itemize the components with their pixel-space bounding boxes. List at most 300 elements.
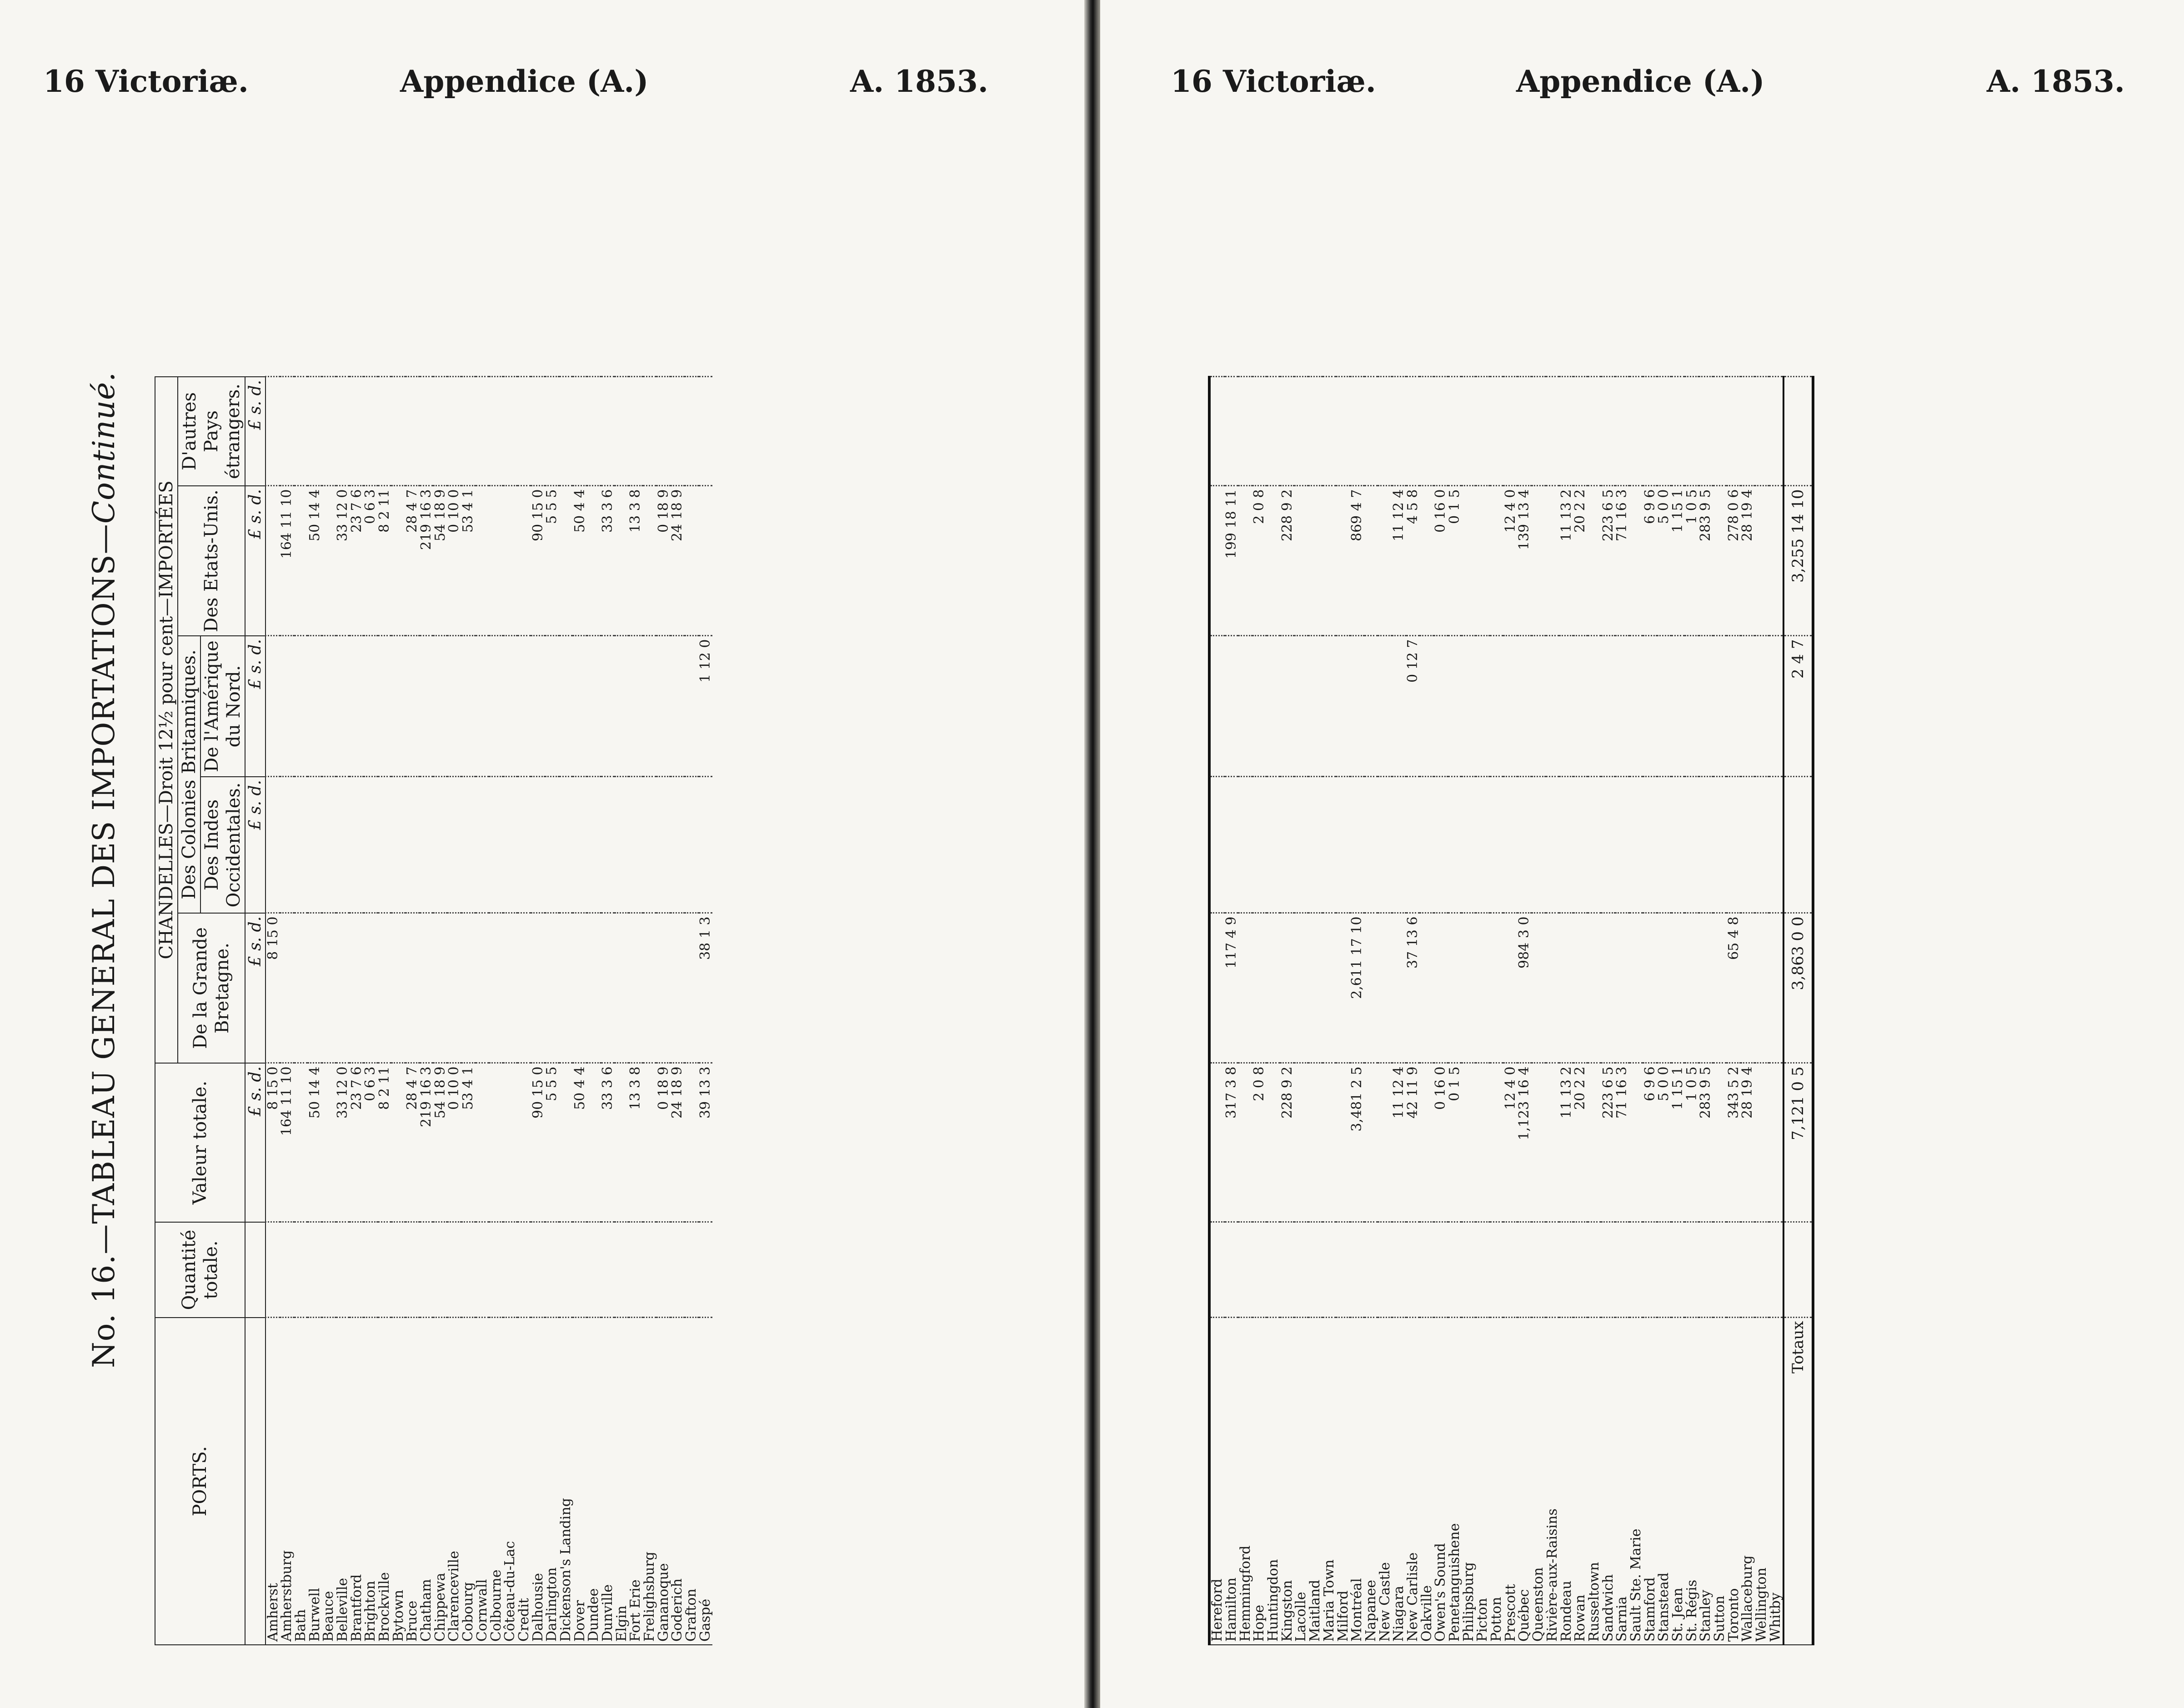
gb-cell: [531, 913, 545, 1063]
other-cell: [1615, 377, 1629, 486]
us-cell: [503, 486, 517, 636]
total-value-cell: 28 19 4: [1741, 1063, 1755, 1222]
other-cell: [1434, 377, 1448, 486]
table-row: [265, 377, 280, 1645]
other-cell: [1322, 377, 1337, 486]
table-row: [1490, 377, 1504, 1645]
quantity-cell: [1727, 1222, 1741, 1318]
na-cell: [1322, 636, 1337, 777]
other-cell: [1308, 377, 1322, 486]
na-cell: [1252, 636, 1267, 777]
quantity-header: Quantité totale.: [155, 1222, 245, 1318]
gb-cell: [629, 913, 643, 1063]
gb-cell: [378, 913, 392, 1063]
table-row: [1601, 377, 1615, 1645]
quantity-cell: [294, 1222, 308, 1318]
table-row: [1713, 377, 1727, 1645]
wi-cell: [1476, 777, 1490, 913]
table-row: [420, 377, 434, 1645]
gb-cell: [1699, 913, 1713, 1063]
na-cell: [1490, 636, 1504, 777]
gb-cell: [1755, 913, 1769, 1063]
wi-cell: [1406, 777, 1420, 913]
wi-cell: [364, 777, 378, 913]
quantity-cell: [1462, 1222, 1476, 1318]
total-value-cell: [1364, 1063, 1378, 1222]
port-name: Sault Ste. Marie: [1629, 1318, 1643, 1645]
gb-cell: [476, 913, 490, 1063]
gb-cell: [336, 913, 350, 1063]
us-cell: [322, 486, 336, 636]
other-cell: [1629, 377, 1643, 486]
gb-cell: [1629, 913, 1643, 1063]
wi-cell: [1615, 777, 1629, 913]
book-gutter: [1084, 0, 1100, 1708]
quantity-cell: [1559, 1222, 1573, 1318]
na-cell: [1308, 636, 1322, 777]
total-value-cell: 90 15 0: [531, 1063, 545, 1222]
wi-cell: [461, 777, 476, 913]
quantity-cell: [503, 1222, 517, 1318]
us-cell: [1629, 486, 1643, 636]
port-name: Napanee: [1364, 1318, 1378, 1645]
na-cell: [1350, 636, 1364, 777]
port-name: Cobourg: [461, 1318, 476, 1645]
port-name: Maria Town: [1322, 1318, 1337, 1645]
wi-cell: [629, 777, 643, 913]
other-cell: [1490, 377, 1504, 486]
us-cell: [489, 486, 503, 636]
total-value-cell: 11 12 4: [1392, 1063, 1406, 1222]
na-cell: [671, 636, 685, 777]
gb-cell: [1573, 913, 1588, 1063]
gb-cell: [364, 913, 378, 1063]
other-cell: [350, 377, 364, 486]
other-cell: [1699, 377, 1713, 486]
us-cell: 0 16 0: [1434, 486, 1448, 636]
port-name: Whitby: [1769, 1318, 1784, 1645]
total-value-cell: 3,481 2 5: [1350, 1063, 1364, 1222]
wi-cell: [1209, 777, 1225, 913]
wi-cell: [615, 777, 629, 913]
us-cell: 283 9 5: [1699, 486, 1713, 636]
gb-cell: [350, 913, 364, 1063]
us-cell: [1532, 486, 1546, 636]
na-cell: [1755, 636, 1769, 777]
na-cell: [1294, 636, 1308, 777]
port-name: Milford: [1336, 1318, 1350, 1645]
wi-cell: [391, 777, 406, 913]
table-title-continued: Continué.: [86, 371, 121, 524]
wi-cell: [1267, 777, 1281, 913]
us-cell: 11 13 2: [1559, 486, 1573, 636]
total-value-cell: [1238, 1063, 1252, 1222]
total-value-cell: 0 10 0: [447, 1063, 461, 1222]
na-cell: [629, 636, 643, 777]
gb-cell: [1643, 913, 1657, 1063]
table-row: [433, 377, 447, 1645]
total-value-cell: 1,123 16 4: [1518, 1063, 1532, 1222]
gb-cell: [656, 913, 671, 1063]
ports-header: PORTS.: [155, 1318, 245, 1645]
gb-cell: [433, 913, 447, 1063]
wi-cell: [671, 777, 685, 913]
na-cell: [1657, 636, 1671, 777]
port-name: Brantford: [350, 1318, 364, 1645]
quantity-cell: [1448, 1222, 1462, 1318]
wi-cell: [322, 777, 336, 913]
wi-cell: [294, 777, 308, 913]
quantity-cell: [1350, 1222, 1364, 1318]
table-row: [1364, 377, 1378, 1645]
us-cell: [1490, 486, 1504, 636]
total-value-cell: 1 0 5: [1685, 1063, 1699, 1222]
port-name: Hereford: [1209, 1318, 1225, 1645]
us-cell: 28 19 4: [1741, 486, 1755, 636]
other-cell: [1741, 377, 1755, 486]
port-name: Chatham: [420, 1318, 434, 1645]
table-row: [1741, 377, 1755, 1645]
na-cell: [587, 636, 601, 777]
united-states-header: Des Etats-Unis.: [178, 486, 245, 636]
quantity-cell: [1280, 1222, 1294, 1318]
na-cell: [1559, 636, 1573, 777]
port-name: Sutton: [1713, 1318, 1727, 1645]
us-cell: [1378, 486, 1392, 636]
other-cell: [1406, 377, 1420, 486]
us-cell: 6 9 6: [1643, 486, 1657, 636]
gb-cell: [420, 913, 434, 1063]
wi-cell: [1350, 777, 1364, 913]
total-value-cell: 0 6 3: [364, 1063, 378, 1222]
other-cell: [531, 377, 545, 486]
quantity-cell: [280, 1222, 294, 1318]
other-cell: [1378, 377, 1392, 486]
gb-cell: 37 13 6: [1406, 913, 1420, 1063]
na-cell: [364, 636, 378, 777]
us-cell: 219 16 3: [420, 486, 434, 636]
totals-quantity: [1783, 1222, 1813, 1318]
total-value-cell: [1378, 1063, 1392, 1222]
total-value-cell: 42 11 9: [1406, 1063, 1420, 1222]
na-cell: [601, 636, 615, 777]
right-table-body: [1209, 377, 1783, 1645]
table-row: [1573, 377, 1588, 1645]
us-cell: [1267, 486, 1281, 636]
gb-cell: [671, 913, 685, 1063]
totals-us: 3,255 14 10: [1783, 486, 1813, 636]
us-cell: [1364, 486, 1378, 636]
gb-cell: [294, 913, 308, 1063]
us-cell: [1238, 486, 1252, 636]
wi-cell: [308, 777, 322, 913]
other-cell: [378, 377, 392, 486]
table-row: [1462, 377, 1476, 1645]
port-name: Rivière-aux-Raisins: [1546, 1318, 1560, 1645]
other-cell: [1573, 377, 1588, 486]
gb-cell: [1490, 913, 1504, 1063]
us-unit: £ s. d.: [245, 486, 265, 636]
na-cell: [1685, 636, 1699, 777]
port-name: Dunville: [601, 1318, 615, 1645]
other-cell: [406, 377, 420, 486]
table-row: [308, 377, 322, 1645]
table-title: [86, 372, 121, 1368]
us-cell: [559, 486, 573, 636]
us-cell: 20 2 2: [1573, 486, 1588, 636]
us-cell: [1308, 486, 1322, 636]
us-cell: [615, 486, 629, 636]
na-cell: [322, 636, 336, 777]
gb-cell: 8 15 0: [265, 913, 280, 1063]
other-cell: [1225, 377, 1239, 486]
great-britain-header: De la Grande Bretagne.: [178, 913, 245, 1063]
gb-cell: [1267, 913, 1281, 1063]
port-name: Colbourne: [489, 1318, 503, 1645]
quantity-cell: [1573, 1222, 1588, 1318]
table-row: [685, 377, 699, 1645]
total-value-cell: 8 2 11: [378, 1063, 392, 1222]
imports-table-right: [1159, 376, 1814, 1646]
port-name: Burwell: [308, 1318, 322, 1645]
wi-cell: [1490, 777, 1504, 913]
port-name: Lacolle: [1294, 1318, 1308, 1645]
port-name: Rondeau: [1559, 1318, 1573, 1645]
wi-cell: [545, 777, 559, 913]
wi-cell: [1546, 777, 1560, 913]
quantity-cell: [1420, 1222, 1434, 1318]
table-row: [1769, 377, 1784, 1645]
other-cell: [1532, 377, 1546, 486]
us-cell: 0 18 9: [656, 486, 671, 636]
na-cell: [1476, 636, 1490, 777]
wi-cell: [587, 777, 601, 913]
port-name: Brockville: [378, 1318, 392, 1645]
port-name: Penetanguishene: [1448, 1318, 1462, 1645]
other-cell: [433, 377, 447, 486]
na-cell: [1225, 636, 1239, 777]
port-name: Bruce: [406, 1318, 420, 1645]
na-cell: [265, 636, 280, 777]
total-value-cell: [1336, 1063, 1350, 1222]
port-name: Niagara: [1392, 1318, 1406, 1645]
na-cell: [573, 636, 587, 777]
na-cell: [1671, 636, 1685, 777]
us-cell: 5 0 0: [1657, 486, 1671, 636]
total-value-cell: [615, 1063, 629, 1222]
table-row: [503, 377, 517, 1645]
na-cell: [1741, 636, 1755, 777]
wi-cell: [1643, 777, 1657, 913]
gb-cell: [1209, 913, 1225, 1063]
quantity-cell: [656, 1222, 671, 1318]
gb-cell: [308, 913, 322, 1063]
other-cell: [489, 377, 503, 486]
gb-cell: [1741, 913, 1755, 1063]
other-cell: [643, 377, 657, 486]
other-cell: [476, 377, 490, 486]
wi-cell: [265, 777, 280, 913]
wi-cell: [517, 777, 531, 913]
total-value-cell: 50 4 4: [573, 1063, 587, 1222]
table-row: [545, 377, 559, 1645]
gb-cell: [461, 913, 476, 1063]
total-value-cell: 24 18 9: [671, 1063, 685, 1222]
table-row: [350, 377, 364, 1645]
quantity-cell: [699, 1222, 713, 1318]
total-value-cell: 219 16 3: [420, 1063, 434, 1222]
wi-cell: [489, 777, 503, 913]
gb-cell: [1532, 913, 1546, 1063]
us-cell: 278 0 6: [1727, 486, 1741, 636]
us-cell: [1420, 486, 1434, 636]
us-cell: [1546, 486, 1560, 636]
total-value-cell: 0 1 5: [1448, 1063, 1462, 1222]
port-name: Québec: [1518, 1318, 1532, 1645]
other-cell: [1350, 377, 1364, 486]
table-row: [1643, 377, 1657, 1645]
na-cell: [1364, 636, 1378, 777]
wi-cell: [1420, 777, 1434, 913]
year-label: A. 1853.: [850, 64, 988, 99]
port-name: Gananoque: [656, 1318, 671, 1645]
gb-cell: [1769, 913, 1784, 1063]
table-row: [489, 377, 503, 1645]
other-cell: [615, 377, 629, 486]
quantity-cell: [1364, 1222, 1378, 1318]
wi-cell: [1252, 777, 1267, 913]
total-value-cell: [1532, 1063, 1546, 1222]
other-cell: [699, 377, 713, 486]
quantity-cell: [559, 1222, 573, 1318]
us-cell: 4 5 8: [1406, 486, 1420, 636]
other-cell: [1588, 377, 1602, 486]
us-cell: 1 15 1: [1671, 486, 1685, 636]
na-cell: [1601, 636, 1615, 777]
wi-cell: [1629, 777, 1643, 913]
total-value-cell: 53 4 1: [461, 1063, 476, 1222]
totals-label: Totaux: [1783, 1318, 1813, 1645]
port-name: Grafton: [685, 1318, 699, 1645]
table-row: [294, 377, 308, 1645]
wi-cell: [503, 777, 517, 913]
table-row: [1727, 377, 1741, 1645]
wi-cell: [1727, 777, 1741, 913]
table-row: [656, 377, 671, 1645]
quantity-cell: [601, 1222, 615, 1318]
gb-cell: [517, 913, 531, 1063]
table-row: [1238, 377, 1252, 1645]
total-value-cell: 54 18 9: [433, 1063, 447, 1222]
appendix-label-right: Appendice (A.): [1516, 64, 1765, 99]
na-cell: [406, 636, 420, 777]
right-table-top-rule: [1159, 377, 1209, 1645]
totals-wi: [1783, 777, 1813, 913]
totals-value: 7,121 0 5: [1783, 1063, 1813, 1222]
us-cell: 33 12 0: [336, 486, 350, 636]
na-cell: [294, 636, 308, 777]
wi-cell: [1462, 777, 1476, 913]
na-cell: [350, 636, 364, 777]
table-row: [1280, 377, 1294, 1645]
na-cell: [433, 636, 447, 777]
port-name: Wellington: [1755, 1318, 1769, 1645]
us-cell: 71 16 3: [1615, 486, 1629, 636]
other-cell: [1238, 377, 1252, 486]
port-name: Stanley: [1699, 1318, 1713, 1645]
wi-cell: [1378, 777, 1392, 913]
total-value-cell: [1462, 1063, 1476, 1222]
other-cell: [391, 377, 406, 486]
quantity-cell: [1713, 1222, 1727, 1318]
port-name: Côteau-du-Lac: [503, 1318, 517, 1645]
quantity-cell: [545, 1222, 559, 1318]
na-cell: [476, 636, 490, 777]
gb-cell: 2,611 17 10: [1350, 913, 1364, 1063]
na-cell: [1518, 636, 1532, 777]
gb-cell: [1364, 913, 1378, 1063]
port-name: Rowan: [1573, 1318, 1588, 1645]
total-value-cell: 0 18 9: [656, 1063, 671, 1222]
wi-cell: [1503, 777, 1518, 913]
other-cell: [656, 377, 671, 486]
wi-cell: [1392, 777, 1406, 913]
total-value-cell: 0 16 0: [1434, 1063, 1448, 1222]
na-cell: [1769, 636, 1784, 777]
na-cell: [1392, 636, 1406, 777]
other-cell: [1643, 377, 1657, 486]
us-cell: [1769, 486, 1784, 636]
gb-cell: [1378, 913, 1392, 1063]
na-cell: [280, 636, 294, 777]
table-row: [447, 377, 461, 1645]
na-cell: [1503, 636, 1518, 777]
table-row: [1699, 377, 1713, 1645]
other-cell: [265, 377, 280, 486]
port-name: Maitland: [1308, 1318, 1322, 1645]
table-row: [615, 377, 629, 1645]
port-name: St. Jean: [1671, 1318, 1685, 1645]
port-name: Sarnia: [1615, 1318, 1629, 1645]
session-label-right: 16 Victoriæ.: [1171, 64, 1376, 99]
us-cell: [699, 486, 713, 636]
wi-cell: [643, 777, 657, 913]
port-name: Philipsburg: [1462, 1318, 1476, 1645]
quantity-cell: [685, 1222, 699, 1318]
quantity-cell: [1643, 1222, 1657, 1318]
quantity-cell: [461, 1222, 476, 1318]
us-cell: [294, 486, 308, 636]
table-row: [1532, 377, 1546, 1645]
us-cell: [587, 486, 601, 636]
other-cell: [1420, 377, 1434, 486]
quantity-cell: [1546, 1222, 1560, 1318]
us-cell: [1209, 486, 1225, 636]
gb-cell: [1546, 913, 1560, 1063]
total-value-cell: [587, 1063, 601, 1222]
table-row: [322, 377, 336, 1645]
gb-cell: [1713, 913, 1727, 1063]
total-value-cell: 39 13 3: [699, 1063, 713, 1222]
port-name: Amherst: [265, 1318, 280, 1645]
na-cell: [545, 636, 559, 777]
gb-cell: [1238, 913, 1252, 1063]
quantity-cell: [1238, 1222, 1252, 1318]
table-row: [476, 377, 490, 1645]
table-row: [629, 377, 643, 1645]
total-value-cell: 23 7 6: [350, 1063, 364, 1222]
na-cell: [1573, 636, 1588, 777]
